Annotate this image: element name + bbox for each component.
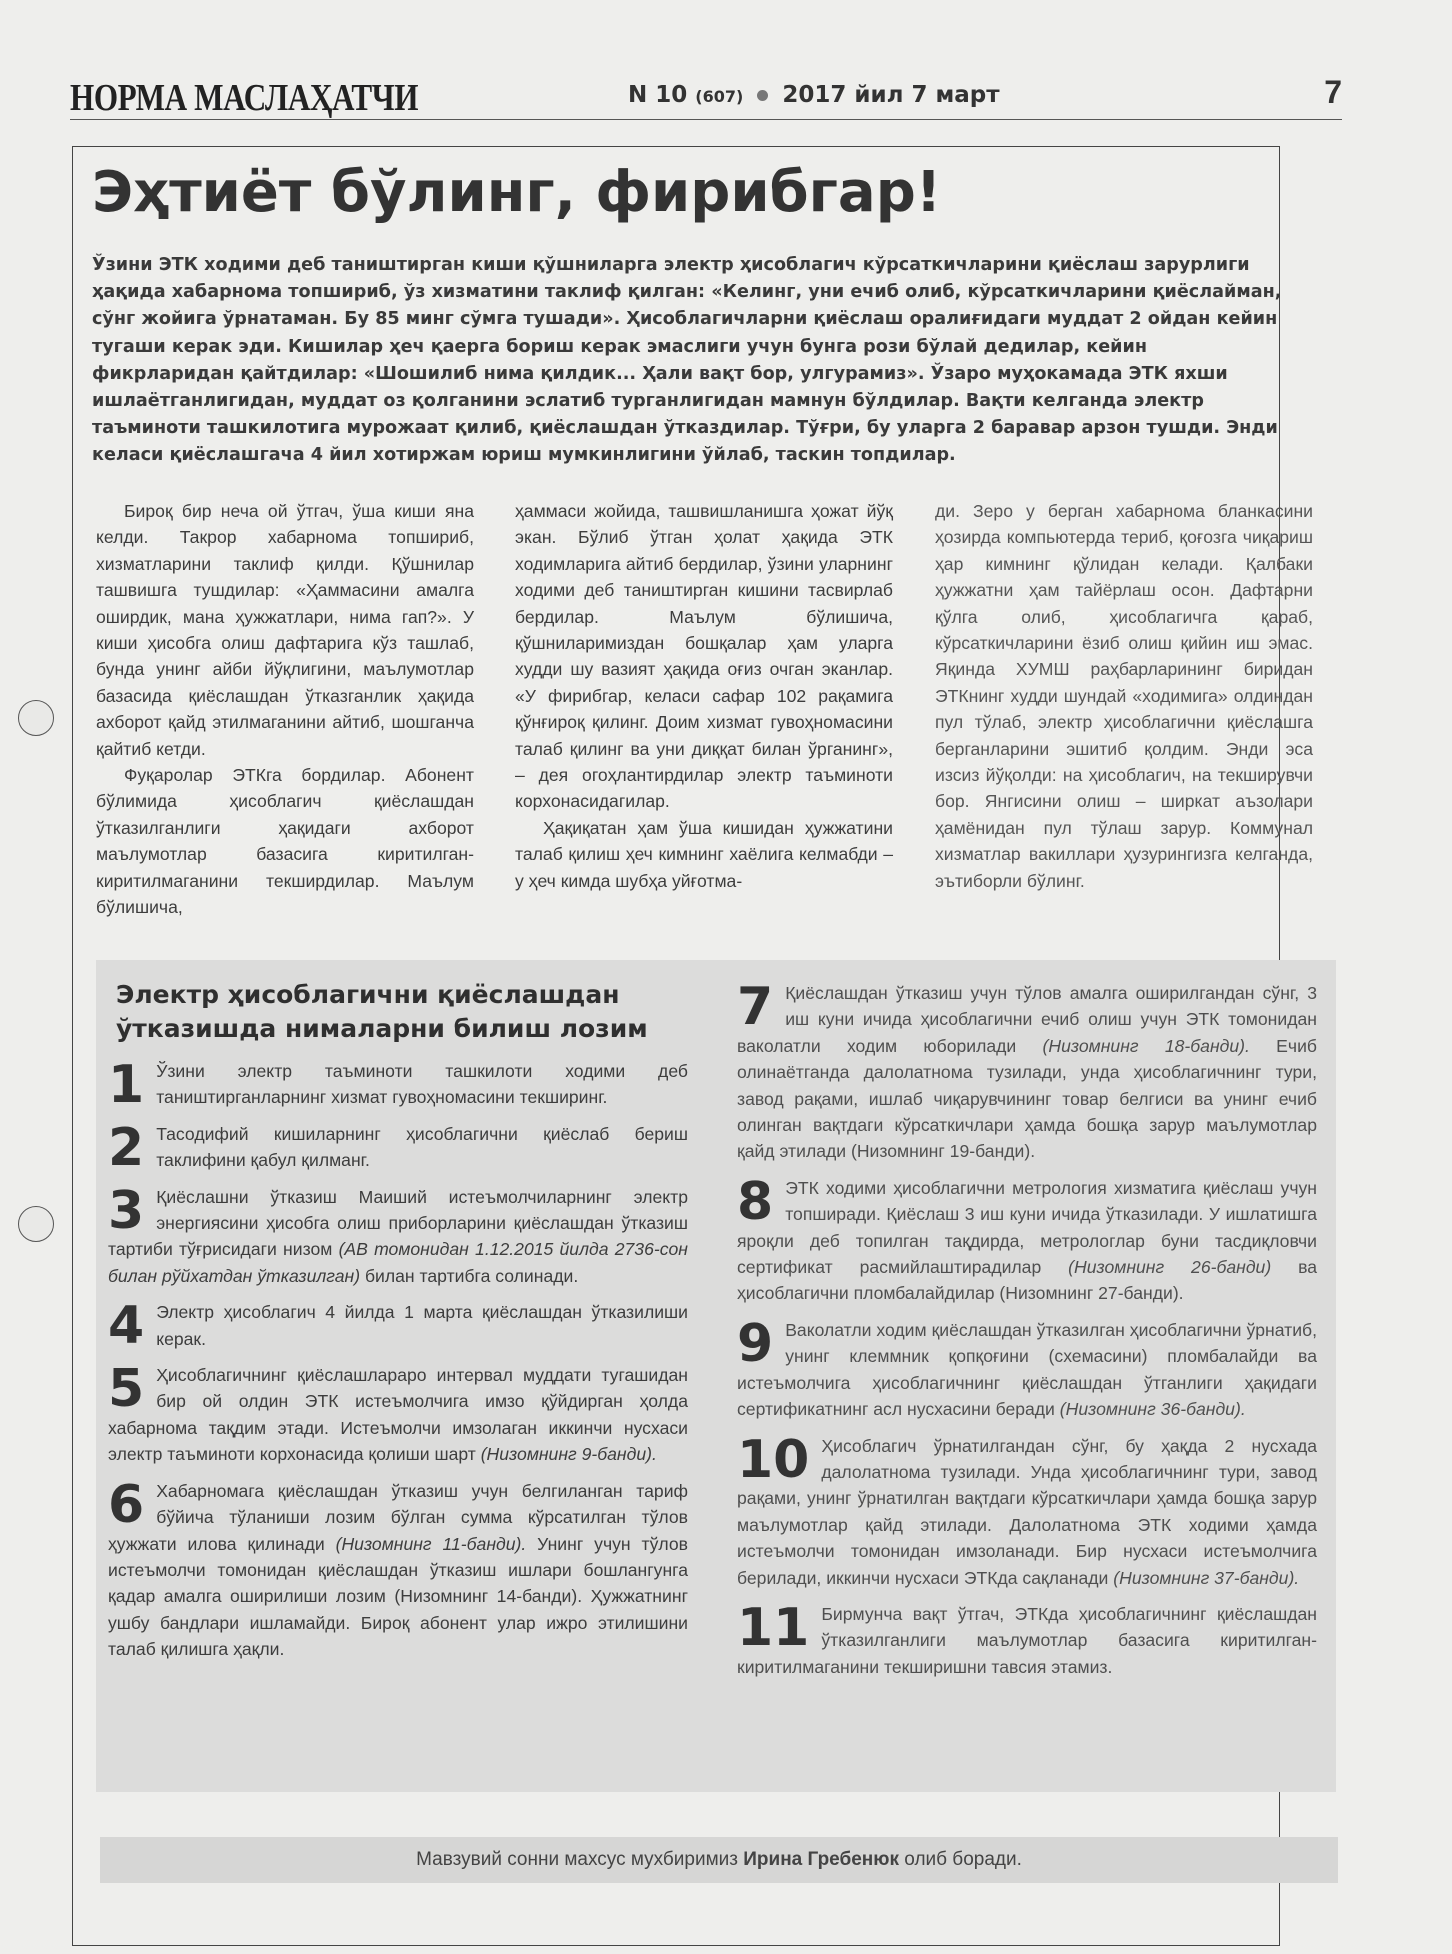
item-text: Ваколатли ходим қиёслашдан ўтказилган ҳисоблагични ўрнатиб, унинг клеммник қопқоғини (схемасини) пломбалайди ва истеъмолчига ҳисоблагичнинг қиёслашдан ўтганлиги ҳақидаги сертификатнинг асл нусхасини беради bbox=[737, 1319, 1317, 1420]
item-number: 7 bbox=[737, 977, 774, 1037]
binder-hole-bottom bbox=[18, 1206, 54, 1242]
list-item bbox=[737, 1171, 1318, 1307]
article-column-2 bbox=[515, 498, 893, 894]
masthead: НОРМА МАСЛАҲАТЧИ bbox=[70, 77, 419, 119]
item-tail: билан тартибга солинади. bbox=[360, 1265, 579, 1286]
list-item bbox=[737, 1597, 1317, 1680]
item-number: 9 bbox=[737, 1313, 774, 1374]
item-number: 8 bbox=[737, 1171, 774, 1232]
paragraph: ди. Зеро у берган хабарнома бланкасини ҳозирда компьютерда териб, қоғозга чиқариш ҳар кимнинг қўлидан келади. Қалбаки ҳужжатни ҳам тайёрлаш осон. Дафтарни қўлга олиб, ҳисоблагичга қараб, кўрсаткичларини ёзиб олиш қийин иш эмас. Яқинда ХУМШ раҳбарларининг биридан ЭТКнинг худди шундай «ходимига» олдиндан пул тўлаб, электр ҳисоблагични қиёслашга берганларини эшитиб қолдим. Энди эса изсиз йўқолди: на ҳисоблагич, на текширувчи бор. Янгисини олиш – ширкат аъзолари ҳамёнидан пул тўлаш зарур. Коммунал хизматлар вакиллари ҳузурингизга келганда, эътиборли бўлинг. bbox=[935, 501, 1313, 891]
article-column-3 bbox=[935, 498, 1313, 894]
byline-bar bbox=[100, 1837, 1338, 1883]
paragraph: Ҳақиқатан ҳам ўша кишидан ҳужжатини талаб қилиш ҳеч кимнинг хаёлига келмабди – у ҳеч кимда шубҳа уйғотма- bbox=[515, 817, 893, 891]
item-text: Ҳисоблагичнинг қиёслашлараро интервал муддати тугашидан бир ой олдин ЭТК истеъмолчига имзо қўйдирган ҳолда хабарнома тақдим этади. Истеъмолчи имзолаган иккинчи нусхаси электр таъминоти корхонасида қолиши шарт bbox=[108, 1365, 688, 1465]
list-item bbox=[108, 1474, 688, 1663]
byline-suffix: олиб боради. bbox=[904, 1849, 1022, 1870]
item-text: ЭТК ходими ҳисоблагични метрология хизматига қиёслаш учун топширади. Қиёслаш 3 иш куни ичида ўтказилади. У ишлатишга яроқли деб топилган тақдирда, метрологлар буни тасдиқловчи сертификат расмийлаштирадилар bbox=[737, 1177, 1317, 1278]
item-text: Тасодифий кишиларнинг ҳисоблагични қиёслаб бериш таклифини қабул қилманг. bbox=[156, 1123, 688, 1171]
item-number: 1 bbox=[108, 1055, 145, 1115]
item-number: 5 bbox=[108, 1359, 145, 1420]
list-item bbox=[737, 1313, 1317, 1423]
article-headline: Эҳтиёт бўлинг, фирибгар! bbox=[92, 160, 942, 225]
list-item bbox=[737, 977, 1317, 1165]
byline-prefix: Мавзувий сонни махсус мухбиримиз bbox=[416, 1849, 738, 1870]
item-text: Қиёслашдан ўтказиш учун тўлов амалга оширилгандан сўнг, 3 иш куни ичида ҳисоблагични ечиб олиш учун ЭТК томонидан ваколатли ходим юборилади bbox=[737, 983, 1317, 1056]
page-header bbox=[70, 72, 1342, 120]
paragraph: Фуқаролар ЭТКга бордилар. Абонент бўлимида ҳисоблагич қиёслашдан ўтказилганлиги ҳақидаги ахборот маълумотлар базасига киритилган-киритилмаганини текширдилар. Маълум бўлишича, bbox=[96, 765, 474, 918]
list-item bbox=[108, 1117, 688, 1178]
item-number: 11 bbox=[737, 1597, 810, 1658]
info-box-title: Электр ҳисоблагични қиёслашдан ўтказишда нималарни билиш лозим bbox=[116, 980, 648, 1043]
item-text: Ҳисоблагич ўрнатилгандан сўнг, бу ҳақда 2 нусхада далолатнома тузилади. Унда ҳисоблагичнинг тури, завод рақами, унинг ўрнатилган вақтдаги кўрсаткичлари ҳамда бошқа зарур маълумотлар қайд этилади. Далолатнома ЭТК ходими ҳамда истеъмолчи томонидан имзоланади. Бир нусхаси истеъмолчига берилади, иккинчи нусхаси ЭТКда сақланади bbox=[737, 1435, 1317, 1588]
item-text: Электр ҳисоблагич 4 йилда 1 марта қиёслашдан ўтказилиши керак. bbox=[156, 1302, 688, 1349]
item-reference: (Низомнинг 37-банди). bbox=[1113, 1567, 1300, 1588]
issue-number: N 10 bbox=[628, 82, 688, 108]
item-reference: (Низомнинг 36-банди). bbox=[1059, 1399, 1246, 1420]
article-column-1 bbox=[96, 498, 474, 921]
item-text: Қиёслашни ўтказиш Маиший истеъмолчиларнинг электр энергиясини ҳисобга олиш приборларини қиёслашдан ўтказиш тартиби тўғрисидаги низом bbox=[108, 1186, 688, 1260]
item-reference: (АВ томонидан 1.12.2015 йилда 2736-сон билан рўйхатдан ўтказилган) bbox=[108, 1239, 688, 1286]
item-tail: Ечиб олинаётганда далолатнома тузилади, унда ҳисоблагичнинг тури, завод рақами, ишлаб чиқарувчининг товар белгиси ва унинг ечиб олинган вақтдаги кўрсаткичлари ҳамда бошқа зарур маълумотлар қайд этилади (Низомнинг 19-банди). bbox=[737, 1035, 1317, 1162]
byline-author: Ирина Гребенюк bbox=[743, 1849, 900, 1870]
binder-hole-top bbox=[18, 700, 54, 736]
item-reference: (Низомнинг 11-банди). bbox=[335, 1533, 527, 1554]
info-box-column-right bbox=[737, 977, 1318, 1690]
list-item bbox=[108, 1180, 688, 1290]
issue-line bbox=[628, 82, 1000, 108]
list-item bbox=[108, 1296, 688, 1357]
article-body bbox=[96, 498, 1313, 938]
paragraph: ҳаммаси жойида, ташвишланишга ҳожат йўқ экан. Бўлиб ўтган ҳолат ҳақида ЭТК ходимларига айтиб бердилар, ўзини уларнинг ходими деб таништирган кишини тасвирлаб бердилар. Маълум бўлишича, қўшниларимиздан бошқалар ҳам уларга худди шу вазият ҳақида оғиз очган эканлар. «У фирибгар, келаси сафар 102 рақамига қўнғироқ қилинг. Доим хизмат гувоҳномасини талаб қилинг ва уни диққат билан ўрганинг», – дея огоҳлантирдилар электр таъминоти корхонасидагилар. bbox=[515, 501, 893, 812]
item-reference: (Низомнинг 18-банди). bbox=[1042, 1035, 1250, 1056]
item-number: 6 bbox=[108, 1474, 145, 1535]
item-number: 3 bbox=[108, 1180, 145, 1241]
list-item bbox=[108, 1055, 688, 1115]
list-item bbox=[108, 1359, 688, 1468]
article-lead: Ўзини ЭТК ходими деб таништирган киши қўшниларга электр ҳисоблагич кўрсаткичларини қиёслаш зарурлиги ҳақида хабарнома топшириб, ўз хизматини таклиф қилган: «Келинг, уни ечиб олиб, кўрсаткичларини қиёслайман, сўнг жойига ўрнатаман. Бу 85 минг сўмга тушади». Ҳисоблагичларни қиёслаш оралиғидаги муддат 2 ойдан кейин тугаши керак эди. Кишилар ҳеч қаерга бориш керак эмаслиги учун бунга рози бўлай дедилар, кейин фикрларидан қайтдилар: «Шошилиб нима қилдик... Ҳали вақт бор, улгурамиз». Ўзаро муҳокамада ЭТК яхши ишлаётганлигидан, муддат оз қолганини эслатиб турганлигидан мамнун бўлдилар. Вақти келганда электр таъминоти ташкилотига мурожаат қилиб, қиёслашдан ўтказдилар. Тўғри, бу уларга 2 баравар арзон тушди. Энди келаси қиёслашгача 4 йил хотиржам юриш мумкинлигини ўйлаб, таскин топдилар. bbox=[92, 255, 1282, 466]
item-text: Бирмунча вақт ўтгач, ЭТКда ҳисоблагичнинг қиёслашдан ўтказилганлиги маълумотлар базасига киритилган-киритилмаганини текширишни тавсия этамиз. bbox=[737, 1603, 1317, 1677]
list-item bbox=[737, 1429, 1317, 1591]
item-text: Хабарномага қиёслашдан ўтказиш учун белгиланган тариф бўйича тўланиши лозим бўлган сумма кўрсатилган тўлов ҳужжати илова қилинади bbox=[108, 1480, 688, 1554]
issue-date: 2017 йил 7 март bbox=[782, 82, 1000, 108]
page-number: 7 bbox=[1324, 74, 1342, 110]
item-tail: ва ҳисоблагични пломбалайдилар (Низомнинг 27-банди). bbox=[737, 1257, 1318, 1304]
item-reference: (Низомнинг 26-банди) bbox=[1068, 1257, 1272, 1278]
info-box bbox=[96, 960, 1336, 1792]
info-box-column-left bbox=[108, 1055, 688, 1673]
issue-total: (607) bbox=[695, 87, 744, 106]
item-number: 2 bbox=[108, 1117, 145, 1178]
bullet-icon bbox=[757, 90, 768, 101]
item-number: 4 bbox=[108, 1296, 145, 1357]
paragraph: Бироқ бир неча ой ўтгач, ўша киши яна келди. Такрор хабарнома топшириб, хизматларини таклиф қилди. Қўшнилар ташвишга тушдилар: «Ҳаммасини амалга оширдик, мана ҳужжатлари, нима гап?». У киши ҳисобга олиш дафтарига кўз ташлаб, бунда унинг айби йўқлигини, маълумотлар базасида қиёслашдан ўтказганлик ҳақида ахборот қайд этилмаганини айтиб, шошганча қайтиб кетди. bbox=[96, 501, 474, 759]
item-tail: Унинг учун тўлов истеъмолчи томонидан қиёслашдан ўтказиш ишлари бошлангунга қадар амалга оширилиши лозим (Низомнинг 14-банди). Ҳужжатнинг ушбу бандлари ишламайди. Бироқ абонент улар ижро этилишини талаб қилишга ҳақли. bbox=[108, 1533, 688, 1660]
item-text: Ўзини электр таъминоти ташкилоти ходими деб таништирганларнинг хизмат гувоҳномасини текширинг. bbox=[156, 1061, 688, 1108]
item-number: 10 bbox=[737, 1429, 810, 1490]
item-reference: (Низомнинг 9-банди). bbox=[480, 1444, 657, 1465]
